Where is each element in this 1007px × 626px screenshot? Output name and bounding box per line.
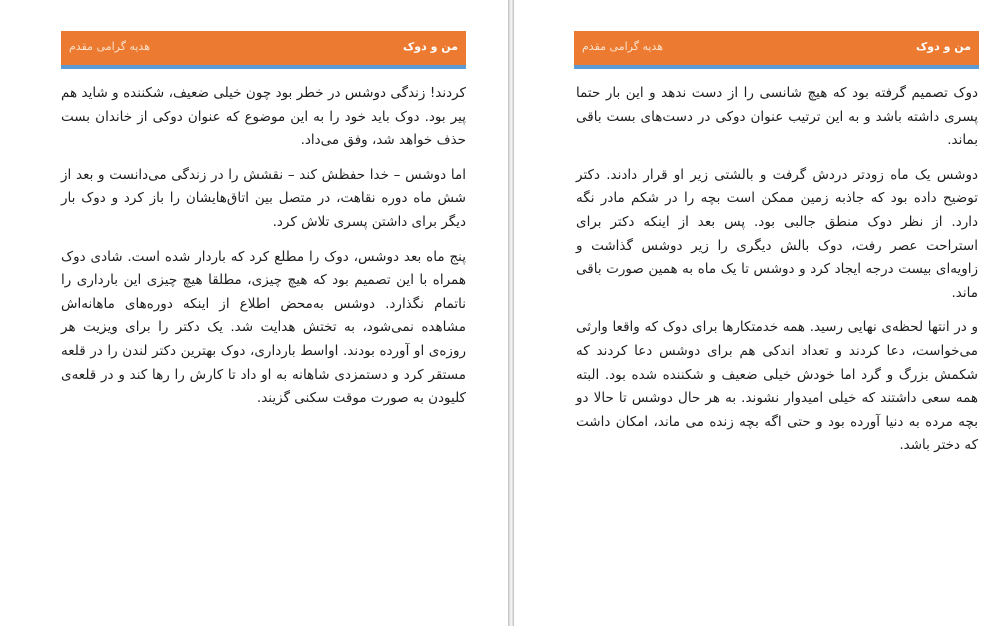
running-title: من و دوک <box>403 40 458 53</box>
running-title: من و دوک <box>916 40 971 53</box>
next-page-bleed <box>12 620 132 626</box>
paragraph: کردند! زندگی دوشس در خطر بود چون خیلی ضعیف، شکننده و شاید هم پیر بود. دوک باید خود را به این موضوع که عنوان دوکی از خاندان بست حذف خواهد شد، وفق می‌داد. <box>61 85 466 149</box>
dedication-label: هدیه گرامی مقدم <box>582 40 663 53</box>
page-header <box>574 31 979 69</box>
page-body <box>576 82 978 469</box>
next-page-bleed <box>526 620 646 626</box>
paragraph: دوک تصمیم گرفته بود که هیچ شانسی را از دست ندهد و این بار حتما پسری داشته باشد و به این ترتیب عنوان دوکی در دست‌های بست باقی بماند. <box>576 85 978 149</box>
paragraph: پنج ماه بعد دوشس، دوک را مطلع کرد که باردار شده است. شادی دوک همراه با این تصمیم بود که هیچ چیزی، مطلقا هیچ چیزی این بارداری را ناتمام نگذارد. دوشس به‌محض اطلاع از اینکه دوره‌های ماهانه‌اش مشاهده نمی‌شود، به تختش هدایت شد. یک دکتر را برای ویزیت هر روزه‌ی او آورده بودند. اواسط بارداری، دوک بهترین دکتر لندن را در قلعه مستقر کرد و دستمزدی شاهانه به او داد تا کارش را رها کند و در قلعه‌ی کلیودن به صورت موقت سکنی گزیند. <box>61 248 466 407</box>
right-page <box>514 0 1007 626</box>
dedication-label: هدیه گرامی مقدم <box>69 40 150 53</box>
paragraph: دوشس یک ماه زودتر دردش گرفت و بالشتی زیر او قرار دادند. دکتر توضیح داده بود که جاذبه زمین ممکن است بچه را در شکم مادر نگه دارد. از نظر دوک منطق جالبی بود. پس بعد از اینکه دکتر برای استراحت عصر رفت، دوک بالش دیگری را زیر دوشس گذاشت و زاویه‌ای بیست درجه ایجاد کرد و دوشس تا یک ماه به همین صورت باقی ماند. <box>576 166 978 301</box>
paragraph: و در انتها لحظه‌ی نهایی رسید. همه خدمتکارها برای دوک که واقعا وارثی می‌خواست، دعا کردند و تعداد اندکی هم برای دوشس دعا کردند که شکمش بزرگ و گرد اما خودش خیلی ضعیف و شکننده شده بود. البته همه سعی داشتند که خیلی امیدوار نشوند. به هر حال دوشس تا حالا دو بچه مرده به دنیا آورده بود و حتی اگه بچه زنده می ماند، امکان داشت که دختر باشد. <box>576 319 978 454</box>
page-header <box>61 31 466 69</box>
page-body <box>61 82 466 422</box>
paragraph: اما دوشس – خدا حفظش کند – نقشش را در زندگی می‌دانست و بعد از شش ماه دوره نقاهت، در متصل بین اتاق‌هایشان را باز کرد و دوک بار دیگر برای داشتن پسری تلاش کرد. <box>61 166 466 230</box>
